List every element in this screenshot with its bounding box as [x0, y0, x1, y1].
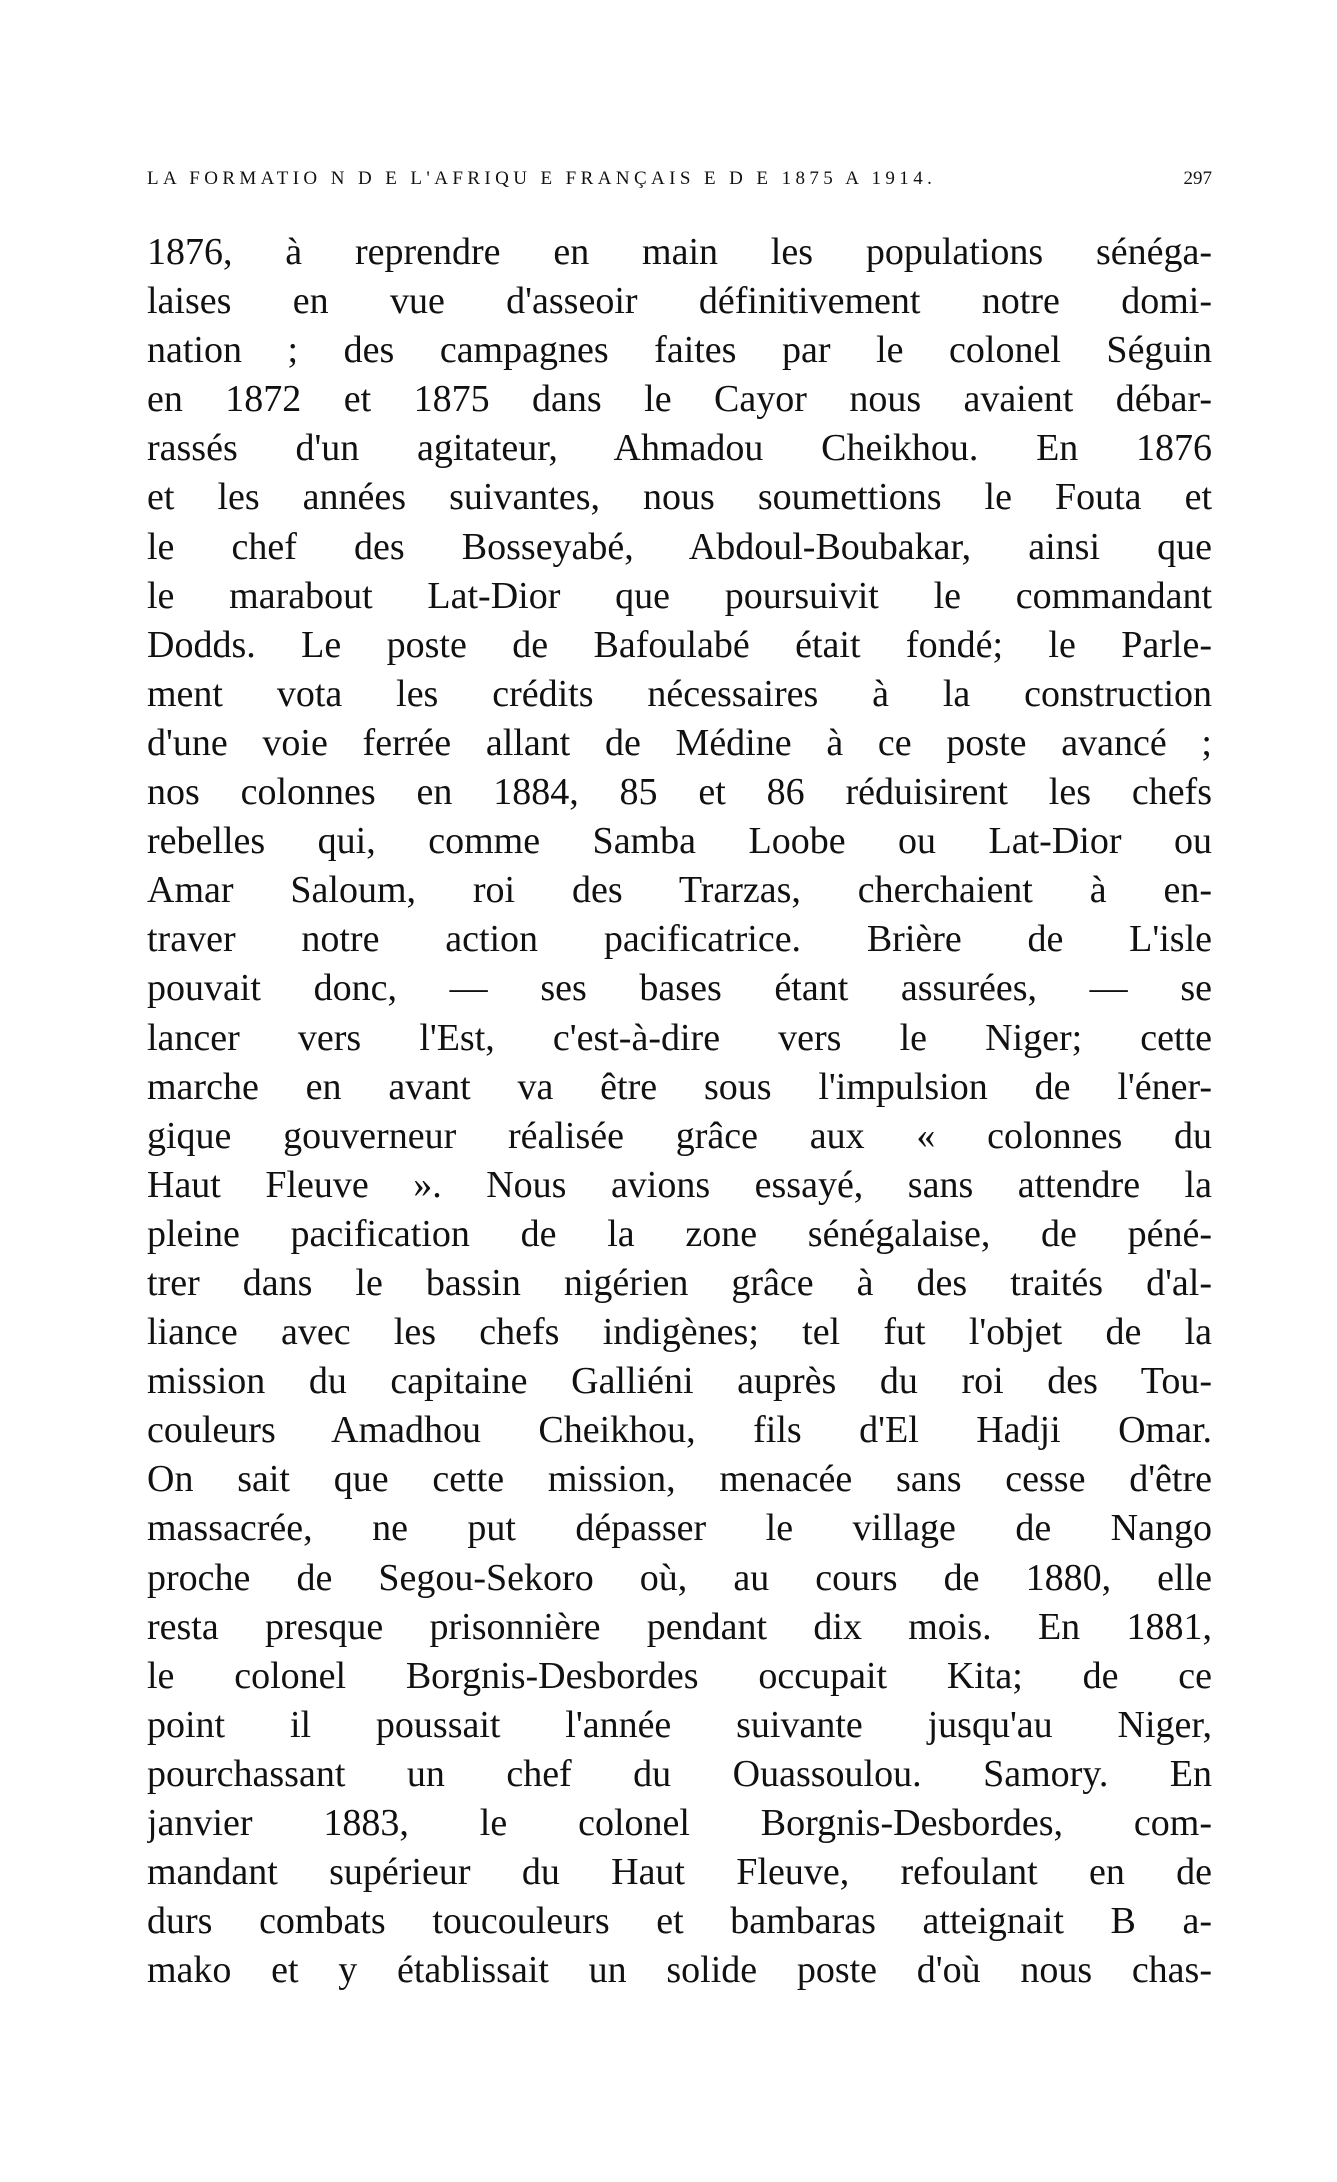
text-line: traver notre action pacificatrice. Brière de L'isle: [147, 918, 1212, 961]
text-line: pouvait donc, — ses bases étant assurées, — se: [147, 967, 1212, 1010]
running-header: [147, 164, 1212, 194]
text-line: liance avec les chefs indigènes; tel fut l'objet de la: [147, 1311, 1212, 1354]
text-line: Amar Saloum, roi des Trarzas, cherchaient à en-: [147, 869, 1212, 912]
text-line: trer dans le bassin nigérien grâce à des traités d'al-: [147, 1261, 1212, 1304]
text-line: pourchassant un chef du Ouassoulou. Samory. En: [147, 1752, 1212, 1795]
text-line: gique gouverneur réalisée grâce aux « colonnes du: [147, 1114, 1212, 1157]
text-line: rassés d'un agitateur, Ahmadou Cheikhou. En 1876: [147, 427, 1212, 470]
text-line: le colonel Borgnis-Desbordes occupait Kita; de ce: [147, 1654, 1212, 1697]
text-line: resta presque prisonnière pendant dix mois. En 1881,: [147, 1605, 1212, 1648]
text-line: d'une voie ferrée allant de Médine à ce poste avancé ;: [147, 721, 1212, 764]
text-line: et les années suivantes, nous soumettions le Fouta et: [147, 476, 1212, 519]
text-line: mako et y établissait un solide poste d'où nous chas-: [147, 1949, 1212, 1992]
text-line: massacrée, ne put dépasser le village de Nango: [147, 1507, 1212, 1550]
text-line: mission du capitaine Galliéni auprès du roi des Tou-: [147, 1360, 1212, 1403]
text-line: Haut Fleuve ». Nous avions essayé, sans attendre la: [147, 1163, 1212, 1206]
text-line: proche de Segou-Sekoro où, au cours de 1880, elle: [147, 1556, 1212, 1599]
text-line: nation ; des campagnes faites par le colonel Séguin: [147, 329, 1212, 372]
text-line: pleine pacification de la zone sénégalaise, de péné-: [147, 1212, 1212, 1255]
running-title: LA FORMATIO N D E L'AFRIQU E FRANÇAIS E D E 1875 A 1914.: [147, 168, 937, 189]
text-line: mandant supérieur du Haut Fleuve, refoulant en de: [147, 1851, 1212, 1894]
text-line: On sait que cette mission, menacée sans cesse d'être: [147, 1458, 1212, 1501]
text-line: le chef des Bosseyabé, Abdoul-Boubakar, ainsi que: [147, 525, 1212, 568]
text-line: point il poussait l'année suivante jusqu'au Niger,: [147, 1703, 1212, 1746]
text-line: nos colonnes en 1884, 85 et 86 réduisirent les chefs: [147, 771, 1212, 814]
text-line: ment vota les crédits nécessaires à la construction: [147, 672, 1212, 715]
text-line: durs combats toucouleurs et bambaras atteignait B a-: [147, 1900, 1212, 1943]
text-line: janvier 1883, le colonel Borgnis-Desbordes, com-: [147, 1802, 1212, 1844]
text-line: 1876, à reprendre en main les populations sénéga-: [147, 231, 1212, 273]
page-number: 297: [1183, 168, 1212, 189]
text-line: Dodds. Le poste de Bafoulabé était fondé; le Parle-: [147, 623, 1212, 666]
body-text: [147, 228, 1212, 1995]
text-line: couleurs Amadhou Cheikhou, fils d'El Hadji Omar.: [147, 1409, 1212, 1452]
text-line: rebelles qui, comme Samba Loobe ou Lat-Dior ou: [147, 820, 1212, 863]
text-line: lancer vers l'Est, c'est-à-dire vers le Niger; cette: [147, 1016, 1212, 1059]
text-line: laises en vue d'asseoir définitivement notre domi-: [147, 280, 1212, 323]
text-line: marche en avant va être sous l'impulsion de l'éner-: [147, 1065, 1212, 1108]
text-line: en 1872 et 1875 dans le Cayor nous avaient débar-: [147, 378, 1212, 421]
text-line: le marabout Lat-Dior que poursuivit le commandant: [147, 574, 1212, 617]
